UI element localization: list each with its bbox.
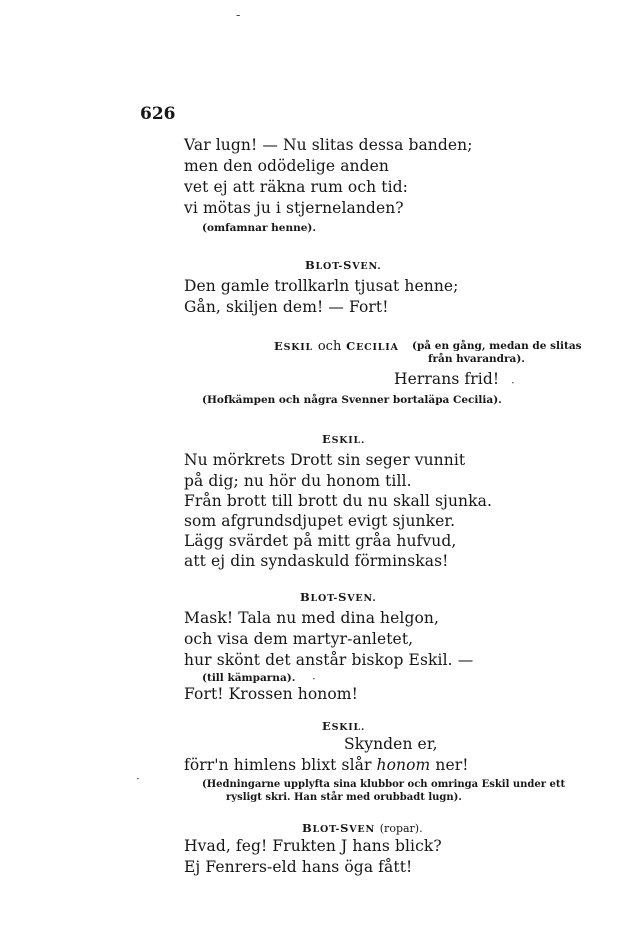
verse-line: Ej Fenrers-eld hans öga fått! (184, 858, 413, 876)
stage-direction: (omfamnar henne). (202, 222, 317, 234)
speaker-name: BLOT-SVEN. (300, 590, 377, 604)
verse-line: Skynden er, (344, 735, 438, 753)
verse-line: Gån, skiljen dem! — Fort! (184, 298, 389, 316)
verse-line: att ej din syndaskuld förminskas! (184, 552, 449, 570)
verse-line: som afgrundsdjupet evigt sjunker. (184, 512, 456, 530)
verse-line: vi mötas ju i stjernelanden? (184, 199, 404, 217)
speaker-name: ESKIL. (322, 719, 366, 733)
verse-line: Fort! Krossen honom! (184, 685, 358, 703)
verse-line: vet ej att räkna rum och tid: (184, 178, 408, 196)
speaker-name: ESKIL. (322, 432, 366, 446)
top-mark: - (236, 8, 241, 23)
stage-direction: rysligt skri. Han står med orubbadt lugn). (226, 792, 462, 803)
stray-mark: · (312, 672, 316, 686)
verse-line: Lägg svärdet på mitt gråa hufvud, (184, 532, 457, 550)
verse-line: Mask! Tala nu med dina helgon, (184, 609, 440, 627)
stage-direction: (till kämparna). (202, 672, 296, 684)
verse-line: på dig; nu hör du honom till. (184, 472, 412, 490)
stage-direction: (Hofkämpen och några Svenner bortaläpa Cecilia). (202, 394, 502, 406)
verse-line: och visa dem martyr-anletet, (184, 630, 414, 648)
verse-line: Den gamle trollkarln tjusat henne; (184, 277, 459, 295)
stray-mark: · (511, 376, 515, 390)
speaker-name: BLOT-SVEN (ropar). (302, 821, 423, 835)
page-number: 626 (140, 104, 176, 124)
stage-cue: (på en gång, medan de slitas (412, 340, 582, 352)
stage-cue: från hvarandra). (428, 353, 525, 365)
speaker-name: ESKIL och CECILIA (274, 339, 399, 354)
verse-line: Herrans frid! (394, 370, 500, 388)
verse-line: Var lugn! — Nu slitas dessa banden; (184, 136, 473, 154)
verse-line: förr'n himlens blixt slår honom ner! (184, 756, 469, 774)
speaker-name: BLOT-SVEN. (305, 258, 382, 272)
verse-line: Nu mörkrets Drott sin seger vunnit (184, 451, 466, 469)
verse-line: hur skönt det anstår biskop Eskil. — (184, 651, 474, 669)
stage-direction: (Hedningarne upplyfta sina klubbor och omringa Eskil under ett (202, 779, 566, 790)
verse-line: Från brott till brott du nu skall sjunka. (184, 492, 492, 510)
verse-line: Hvad, feg! Frukten J hans blick? (184, 837, 442, 855)
stray-mark: · (136, 772, 140, 786)
verse-line: men den odödelige anden (184, 157, 390, 175)
